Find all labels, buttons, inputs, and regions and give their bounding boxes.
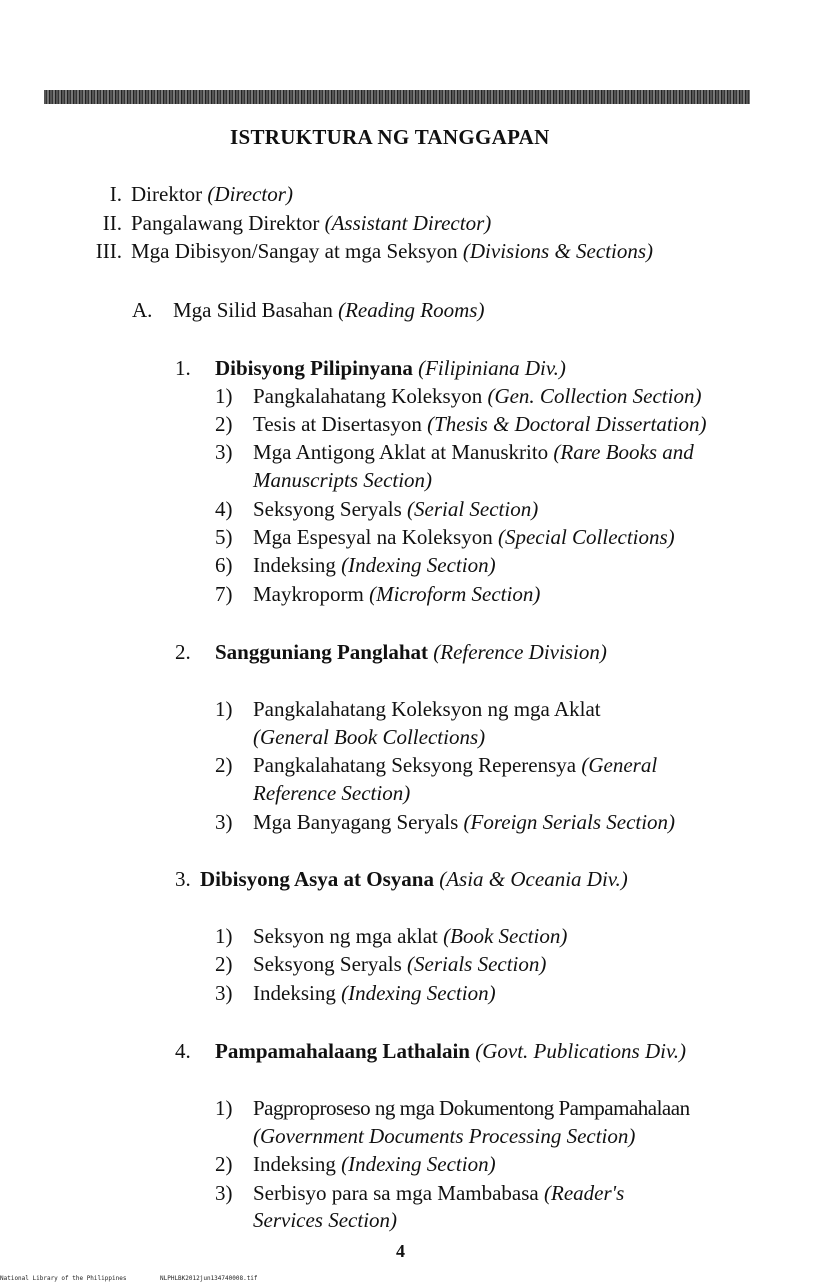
section-letter: A. (132, 298, 153, 322)
section-entry (253, 951, 546, 977)
division-heading (215, 639, 607, 665)
division-number: 2. (175, 640, 191, 664)
item-text (131, 181, 293, 207)
footer-library: National Library of the Philippines (0, 1275, 127, 1282)
section-number: 6) (215, 553, 233, 577)
header-rule (44, 90, 750, 104)
section-number: 2) (215, 952, 233, 976)
section-tagalog: Serbisyo para sa mga Mambabasa (253, 1181, 539, 1205)
item-number: II. (102, 211, 122, 235)
section-english-continued: Services Section) (253, 1208, 398, 1232)
section-number: 3) (215, 1181, 233, 1205)
section-english: (Thesis & Doctoral Dissertation) (427, 412, 707, 436)
item-english: (Assistant Director) (324, 211, 492, 235)
footer-filename: NLPHLBK2012jun134740008.tif (160, 1275, 258, 1282)
section-entry (253, 411, 707, 437)
section-english: (Serial Section) (407, 497, 539, 521)
item-number: III. (95, 239, 122, 263)
section-entry (253, 439, 694, 465)
section-entry: Pangkalahatang Koleksyon ng mga Aklat (253, 697, 601, 721)
section-english-continued: Reference Section) (253, 781, 411, 805)
division-english: (Asia & Oceania Div.) (439, 867, 628, 891)
division-name: Dibisyong Pilipinyana (215, 356, 413, 380)
section-entry (253, 524, 675, 550)
section-english: (Special Collections) (497, 525, 675, 549)
section-number: 1) (215, 384, 233, 408)
item-tagalog: Direktor (131, 182, 203, 206)
section-tagalog: Pangkalahatang Seksyong Reperensya (253, 753, 577, 777)
item-tagalog: Mga Dibisyon/Sangay at mga Seksyon (131, 239, 458, 263)
division-english: (Reference Division) (433, 640, 607, 664)
section-entry (253, 383, 701, 409)
section-english: (Foreign Serials Section) (463, 810, 676, 834)
division-number: 4. (175, 1039, 191, 1063)
section-tagalog: Mga Banyagang Seryals (253, 810, 459, 834)
section-number: 1) (215, 924, 233, 948)
section-entry (253, 552, 496, 578)
section-english: (Gen. Collection Section) (487, 384, 702, 408)
division-heading (215, 1038, 686, 1064)
division-name: Pampamahalaang Lathalain (215, 1039, 470, 1063)
page-title: ISTRUKTURA NG TANGGAPAN (230, 125, 550, 149)
section-english-continued: (Government Documents Processing Section) (253, 1124, 636, 1148)
division-english: (Filipiniana Div.) (418, 356, 566, 380)
section-english: (Rare Books and (553, 440, 694, 464)
section-number: 1) (215, 697, 233, 721)
division-number: 3. (175, 867, 191, 891)
item-text (131, 238, 653, 264)
section-number: 7) (215, 582, 233, 606)
section-english-continued: (General Book Collections) (253, 725, 486, 749)
section-number: 3) (215, 440, 233, 464)
section-tagalog: Mga Silid Basahan (173, 298, 333, 322)
section-tagalog: Seksyon ng mga aklat (253, 924, 438, 948)
section-tagalog: Indeksing (253, 1152, 336, 1176)
section-entry (253, 1180, 624, 1206)
section-english: (Indexing Section) (341, 1152, 496, 1176)
item-english: (Director) (207, 182, 293, 206)
section-number: 4) (215, 497, 233, 521)
item-english: (Divisions & Sections) (462, 239, 654, 263)
section-tagalog: Indeksing (253, 553, 336, 577)
section-english: (Microform Section) (369, 582, 541, 606)
section-english: (Book Section) (443, 924, 568, 948)
section-entry (253, 1151, 496, 1177)
section-number: 3) (215, 810, 233, 834)
item-text (131, 210, 491, 236)
page-number: 4 (396, 1241, 405, 1261)
section-tagalog: Mga Antigong Aklat at Manuskrito (253, 440, 549, 464)
section-english: (General (581, 753, 658, 777)
section-tagalog: Tesis at Disertasyon (253, 412, 422, 436)
division-number: 1. (175, 356, 191, 380)
item-number: I. (109, 182, 122, 206)
section-heading (173, 297, 484, 323)
division-heading (215, 355, 566, 381)
section-number: 1) (215, 1096, 233, 1120)
section-number: 3) (215, 981, 233, 1005)
section-number: 2) (215, 412, 233, 436)
item-tagalog: Pangalawang Direktor (131, 211, 320, 235)
section-english: (Indexing Section) (341, 553, 496, 577)
section-english: (Serials Section) (407, 952, 547, 976)
division-english: (Govt. Publications Div.) (475, 1039, 686, 1063)
section-tagalog: Seksyong Seryals (253, 497, 402, 521)
section-english-continued: Manuscripts Section) (253, 468, 433, 492)
section-number: 2) (215, 753, 233, 777)
section-entry (253, 496, 538, 522)
section-tagalog: Pangkalahatang Koleksyon (253, 384, 483, 408)
section-tagalog: Maykroporm (253, 582, 364, 606)
section-number: 5) (215, 525, 233, 549)
section-tagalog: Mga Espesyal na Koleksyon (253, 525, 493, 549)
section-english: (Reading Rooms) (338, 298, 485, 322)
section-entry (253, 923, 567, 949)
division-heading (200, 866, 628, 892)
section-english: (Indexing Section) (341, 981, 496, 1005)
section-entry (253, 752, 657, 778)
section-english: (Reader's (544, 1181, 625, 1205)
section-entry (253, 980, 496, 1006)
section-number: 2) (215, 1152, 233, 1176)
section-tagalog: Seksyong Seryals (253, 952, 402, 976)
section-entry: Pagproproseso ng mga Dokumentong Pampamahalaan (253, 1096, 690, 1120)
division-name: Dibisyong Asya at Osyana (200, 867, 434, 891)
section-tagalog: Indeksing (253, 981, 336, 1005)
division-name: Sangguniang Panglahat (215, 640, 428, 664)
section-entry (253, 809, 675, 835)
section-entry (253, 581, 540, 607)
